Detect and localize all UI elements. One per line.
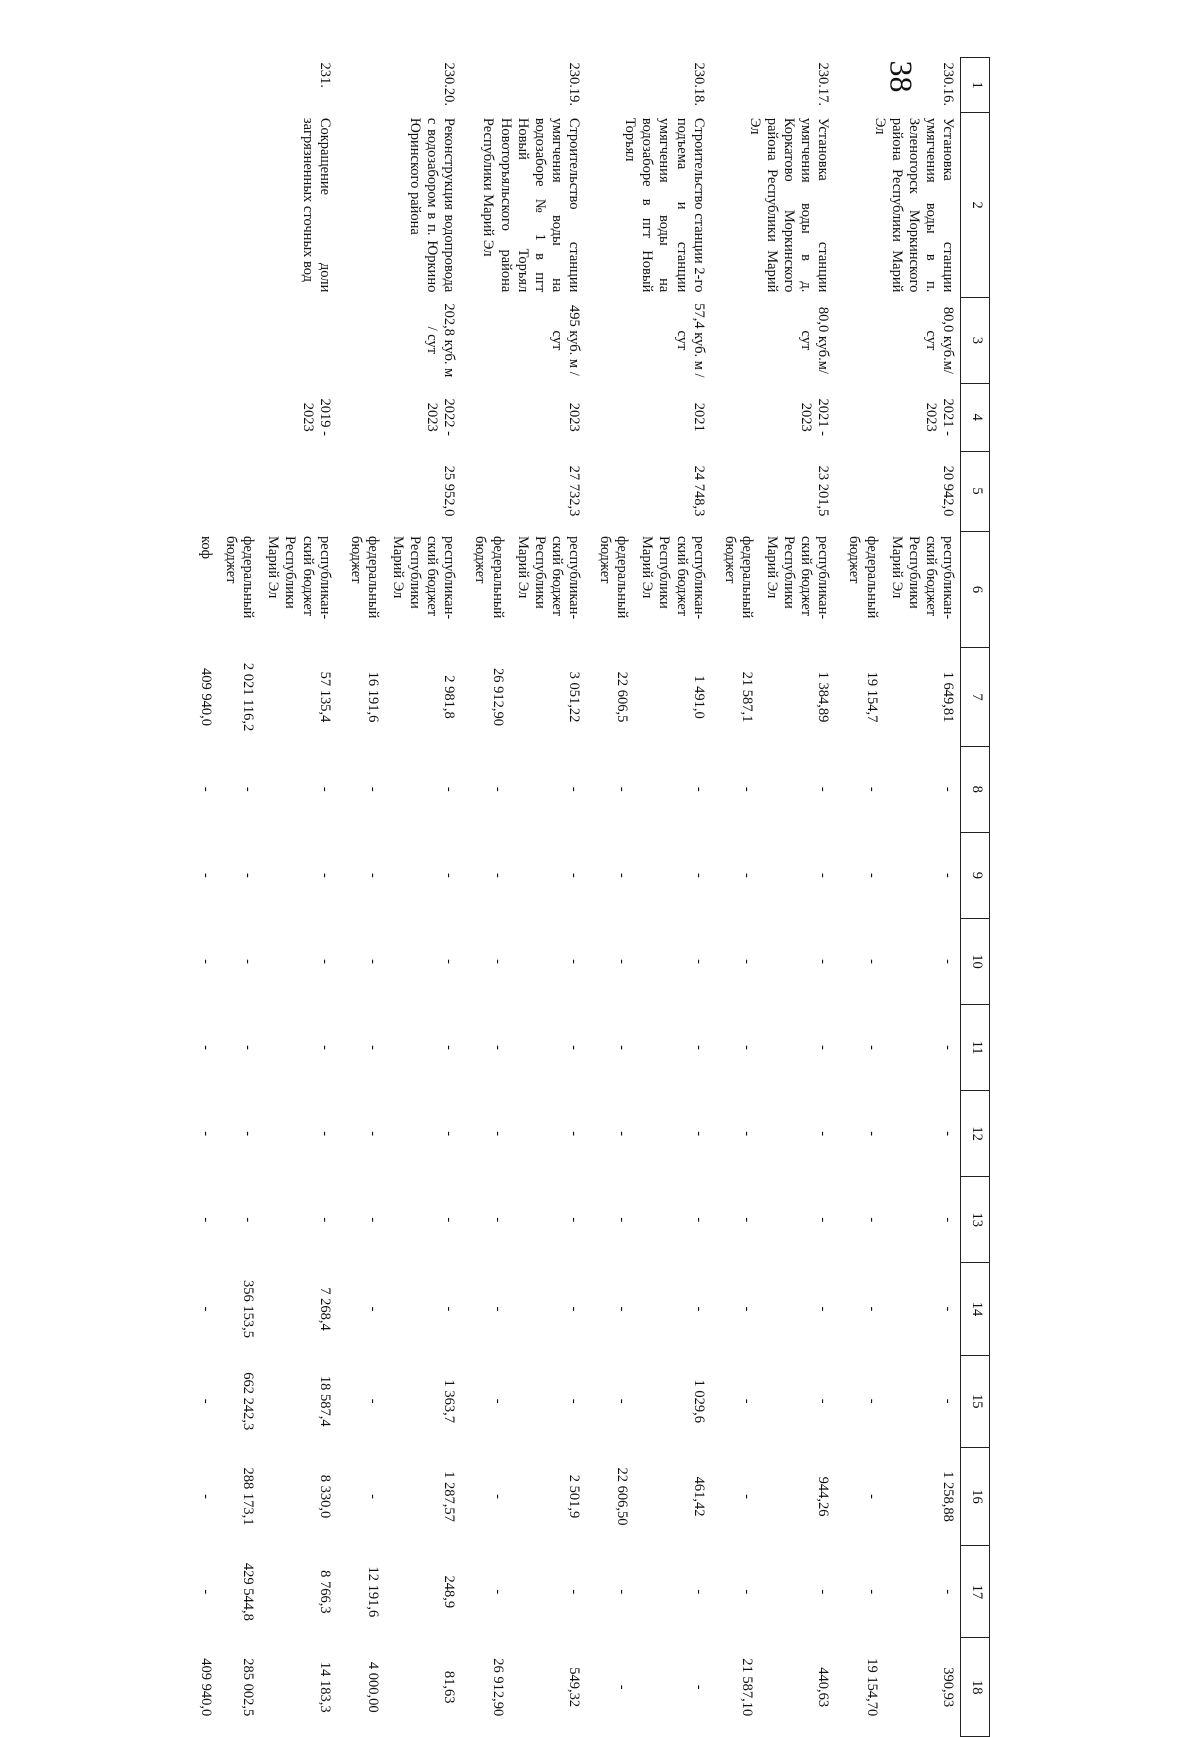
budget-table <box>187 57 990 1737</box>
value-cell: 409 940,0 <box>198 1658 215 1717</box>
value-cell: - <box>738 1398 755 1404</box>
value-cell: - <box>316 1131 333 1137</box>
funding-source: федеральный бюджет <box>223 536 257 619</box>
value-cell: - <box>566 1306 583 1312</box>
value-cell: - <box>316 1217 333 1223</box>
value-cell: - <box>614 1589 631 1595</box>
value-cell: - <box>489 959 506 964</box>
value-cell: - <box>738 959 755 964</box>
object-name: Строительство станции 2-го подъема и станции умягчения воды на водозаборе в пгт Новый Торъял <box>622 117 707 293</box>
value-cell: - <box>614 872 631 878</box>
value-cell: 26 912,90 <box>489 668 506 727</box>
value-cell: - <box>614 1306 631 1312</box>
value-cell: - <box>738 1306 755 1312</box>
value-cell: 18 587,4 <box>316 1375 333 1427</box>
row-id: 230.20. <box>441 62 458 106</box>
value-cell: - <box>940 786 956 792</box>
funding-source: республикан-ский бюджет Республики Марий Эл <box>265 536 333 620</box>
column-header-3: 3 <box>961 297 990 383</box>
value-cell: 390,93 <box>940 1667 956 1708</box>
value-cell: - <box>690 872 707 878</box>
value-cell: 288 173,1 <box>240 1467 257 1526</box>
value-cell: - <box>863 1306 880 1312</box>
value-cell: - <box>364 786 381 792</box>
value-cell: 944,26 <box>815 1476 832 1517</box>
value-cell: - <box>863 1045 880 1050</box>
value-cell: - <box>364 1045 381 1050</box>
value-cell: - <box>364 1131 381 1137</box>
object-name: Строительство станции умягчения воды на водозаборе № 1 в пгт Новый Торъял Новоторъяльского района Республики Марий Эл <box>480 117 583 293</box>
row-separator <box>835 58 841 1737</box>
funding-source: республикан-ский бюджет Республики Марий Эл <box>764 536 832 620</box>
value-cell: 549,32 <box>566 1667 583 1708</box>
value-cell: - <box>566 1589 583 1595</box>
row-separator <box>711 58 717 1737</box>
table-row <box>634 58 710 1737</box>
column-header-11: 11 <box>961 1005 990 1091</box>
row-id: 230.17. <box>815 62 832 106</box>
value-cell: - <box>815 1045 832 1050</box>
value-cell: - <box>863 786 880 792</box>
value-cell: - <box>940 959 956 964</box>
value-cell: - <box>863 1131 880 1137</box>
value-cell: 2 981,8 <box>441 675 458 719</box>
value-cell: - <box>863 872 880 878</box>
column-header-16: 16 <box>961 1447 990 1545</box>
years: 2021 - 2023 <box>798 398 832 436</box>
value-cell: - <box>240 786 257 792</box>
total-cost: 23 201,5 <box>815 465 832 517</box>
value-cell: - <box>738 1217 755 1223</box>
value-cell: - <box>441 786 458 792</box>
value-cell: 22 606,5 <box>614 671 631 723</box>
value-cell: - <box>690 1217 707 1223</box>
value-cell: - <box>441 872 458 878</box>
value-cell: - <box>316 786 333 792</box>
row-separator <box>337 58 343 1737</box>
value-cell: - <box>198 1131 215 1137</box>
value-cell: - <box>940 872 956 878</box>
column-header-4: 4 <box>961 383 990 451</box>
value-cell: - <box>198 872 215 878</box>
value-cell: - <box>614 1398 631 1404</box>
column-header-8: 8 <box>961 746 990 832</box>
years: 2021 <box>690 402 707 432</box>
value-cell: 3 051,22 <box>566 671 583 723</box>
spacer <box>586 58 592 1737</box>
value-cell: 7 268,4 <box>316 1287 333 1331</box>
value-cell: - <box>815 1589 832 1595</box>
row-id: 231. <box>316 62 333 88</box>
table-row <box>510 58 586 1737</box>
value-cell: - <box>198 786 215 792</box>
years: 2022 - 2023 <box>424 398 458 436</box>
object-name: Установка станции умягчения воды в п. Зеленогорск Моркинского района Республики Марий Эл <box>871 117 956 293</box>
value-cell: 2 021 116,2 <box>240 662 257 732</box>
value-cell: - <box>566 959 583 964</box>
value-cell: - <box>489 1131 506 1137</box>
capacity: 495 куб. м / сут <box>548 305 583 376</box>
value-cell: - <box>441 959 458 964</box>
row-id: 230.19. <box>566 62 583 106</box>
value-cell: - <box>690 1131 707 1137</box>
value-cell: - <box>364 1306 381 1312</box>
value-cell: - <box>863 1494 880 1499</box>
value-cell: - <box>863 1217 880 1223</box>
value-cell: 1 029,6 <box>690 1379 707 1423</box>
spacer <box>835 58 841 1737</box>
value-cell: - <box>198 959 215 964</box>
value-cell: 8 766,3 <box>316 1570 333 1614</box>
value-cell: 12 191,6 <box>364 1566 381 1618</box>
value-cell: - <box>198 1494 215 1499</box>
value-cell: - <box>316 1045 333 1050</box>
value-cell: - <box>815 1398 832 1404</box>
value-cell: - <box>815 872 832 878</box>
value-cell: - <box>489 1494 506 1499</box>
value-cell: - <box>364 1398 381 1404</box>
value-cell: - <box>940 1131 956 1137</box>
value-cell: - <box>441 1045 458 1050</box>
value-cell: 2 501,9 <box>566 1474 583 1519</box>
value-cell: - <box>940 1045 956 1050</box>
value-cell: - <box>815 1217 832 1223</box>
total-cost: 20 942,0 <box>940 465 956 517</box>
value-cell: - <box>489 1045 506 1050</box>
funding-source: республикан-ский бюджет Республики Марий Эл <box>639 536 707 620</box>
value-cell: - <box>940 1306 956 1312</box>
row-separator <box>461 58 467 1737</box>
column-header-14: 14 <box>961 1263 990 1355</box>
column-header-12: 12 <box>961 1091 990 1177</box>
column-header-17: 17 <box>961 1546 990 1638</box>
value-cell: - <box>863 959 880 964</box>
row-id: 230.16. <box>940 62 956 106</box>
value-cell: 8 330,0 <box>316 1474 333 1519</box>
funding-source: коф <box>198 536 215 559</box>
funding-source: республикан-ский бюджет Республики Марий Эл <box>888 536 956 620</box>
value-cell: - <box>566 872 583 878</box>
spacer <box>711 58 717 1737</box>
value-cell: - <box>198 1045 215 1050</box>
value-cell: - <box>940 1217 956 1223</box>
total-cost: 27 732,3 <box>566 465 583 517</box>
column-header-1: 1 <box>961 58 990 113</box>
funding-source: республикан-ский бюджет Республики Марий Эл <box>390 536 458 620</box>
funding-source: федеральный бюджет <box>721 536 755 619</box>
value-cell: - <box>690 1045 707 1050</box>
capacity: 80,0 куб.м/сут <box>922 306 956 374</box>
value-cell: - <box>815 959 832 964</box>
value-cell: - <box>614 786 631 792</box>
column-header-15: 15 <box>961 1355 990 1447</box>
value-cell: - <box>566 1398 583 1404</box>
value-cell: - <box>738 786 755 792</box>
value-cell: 356 153,5 <box>240 1279 257 1338</box>
value-cell: - <box>690 786 707 792</box>
value-cell: - <box>863 1589 880 1595</box>
total-cost: 25 952,0 <box>441 465 458 517</box>
value-cell: - <box>614 1684 631 1690</box>
capacity: 80,0 куб.м/сут <box>798 306 832 374</box>
value-cell: - <box>240 1131 257 1137</box>
capacity: 57,4 куб. м / сут <box>673 303 707 378</box>
value-cell: - <box>614 959 631 964</box>
value-cell: - <box>690 1306 707 1312</box>
value-cell: - <box>198 1306 215 1312</box>
column-header-13: 13 <box>961 1177 990 1263</box>
funding-source: федеральный бюджет <box>597 536 631 619</box>
spacer <box>461 58 467 1737</box>
value-cell: - <box>690 959 707 964</box>
value-cell: - <box>489 1589 506 1595</box>
value-cell: 26 912,90 <box>489 1658 506 1717</box>
row-separator <box>586 58 592 1737</box>
object-name: Сокращение доли загрязненных сточных вод <box>299 117 333 293</box>
value-cell: - <box>364 1494 381 1499</box>
years: 2023 <box>566 402 583 432</box>
value-cell: - <box>815 1306 832 1312</box>
value-cell: 1 491,0 <box>690 675 707 719</box>
column-header-6: 6 <box>961 531 990 648</box>
value-cell: 461,42 <box>690 1476 707 1517</box>
value-cell: - <box>364 959 381 964</box>
value-cell: - <box>364 872 381 878</box>
value-cell: 14 183,3 <box>316 1661 333 1713</box>
value-cell: 409 940,0 <box>198 668 215 727</box>
table-body <box>187 58 961 1737</box>
capacity: 202,8 куб. м / сут <box>424 303 458 378</box>
object-name: Установка станции умягчения воды в д. Коркатово Моркинского района Республики Марий Эл <box>746 117 832 293</box>
value-cell: - <box>489 872 506 878</box>
value-cell: 21 587,1 <box>738 671 755 723</box>
value-cell: - <box>198 1217 215 1223</box>
column-header-2: 2 <box>961 113 990 298</box>
value-cell: 1 363,7 <box>441 1379 458 1423</box>
value-cell: - <box>738 1131 755 1137</box>
column-header-18: 18 <box>961 1638 990 1737</box>
funding-source: федеральный бюджет <box>846 536 880 619</box>
value-cell: - <box>566 786 583 792</box>
value-cell: - <box>316 959 333 964</box>
column-header-7: 7 <box>961 648 990 746</box>
value-cell: 4 000,00 <box>364 1661 381 1713</box>
value-cell: - <box>614 1045 631 1050</box>
value-cell: 1 287,57 <box>441 1471 458 1522</box>
value-cell: 662 242,3 <box>240 1372 257 1431</box>
value-cell: - <box>489 1217 506 1223</box>
value-cell: 19 154,7 <box>863 671 880 723</box>
table-row <box>759 58 835 1737</box>
value-cell: - <box>738 1494 755 1499</box>
page-number: 38 <box>883 60 920 93</box>
value-cell: - <box>566 1131 583 1137</box>
spacer <box>187 58 193 1737</box>
years: 2021 - 2023 <box>922 398 956 436</box>
value-cell: 1 384,89 <box>815 671 832 723</box>
value-cell: 16 191,6 <box>364 671 381 723</box>
value-cell: - <box>566 1217 583 1223</box>
table-row <box>260 58 336 1737</box>
value-cell: 22 606,50 <box>614 1467 631 1526</box>
row-id: 230.18. <box>690 62 707 106</box>
value-cell: - <box>566 1045 583 1050</box>
capacity <box>193 297 337 383</box>
value-cell: - <box>364 1217 381 1223</box>
value-cell: 21 587,10 <box>738 1658 755 1717</box>
value-cell: - <box>738 1045 755 1050</box>
value-cell: 1 258,88 <box>940 1471 956 1522</box>
value-cell: - <box>614 1217 631 1223</box>
value-cell: - <box>240 872 257 878</box>
total-cost: 24 748,3 <box>690 465 707 517</box>
value-cell: - <box>815 1131 832 1137</box>
value-cell: - <box>863 1398 880 1404</box>
value-cell: 1 649,81 <box>940 671 956 723</box>
value-cell: - <box>738 872 755 878</box>
value-cell: - <box>489 1306 506 1312</box>
spacer <box>337 58 343 1737</box>
column-header-9: 9 <box>961 832 990 918</box>
value-cell: - <box>940 1589 956 1595</box>
header-row <box>961 58 990 1737</box>
value-cell: 57 135,4 <box>316 671 333 723</box>
row-separator <box>187 58 193 1737</box>
column-header-5: 5 <box>961 451 990 531</box>
value-cell: 248,9 <box>441 1575 458 1609</box>
column-header-10: 10 <box>961 918 990 1004</box>
value-cell: - <box>441 1131 458 1137</box>
value-cell: - <box>198 1589 215 1595</box>
table-row <box>385 58 461 1737</box>
value-cell: - <box>316 872 333 878</box>
value-cell: - <box>738 1589 755 1595</box>
value-cell: - <box>614 1131 631 1137</box>
value-cell: - <box>489 786 506 792</box>
value-cell: 285 002,5 <box>240 1658 257 1717</box>
object-name: Реконструкция водопровода с водозабором в п. Юркино Юринского района <box>407 117 458 293</box>
value-cell: 429 544,8 <box>240 1562 257 1621</box>
value-cell: - <box>441 1306 458 1312</box>
value-cell: - <box>441 1217 458 1223</box>
value-cell: - <box>198 1398 215 1404</box>
value-cell: - <box>940 1398 956 1404</box>
value-cell: 440,63 <box>815 1667 832 1708</box>
total-cost <box>193 451 337 531</box>
funding-source: федеральный бюджет <box>472 536 506 619</box>
value-cell: - <box>240 1045 257 1050</box>
value-cell: - <box>690 1684 707 1690</box>
value-cell: - <box>489 1398 506 1404</box>
years: 2019 - 2023 <box>299 398 333 436</box>
value-cell: - <box>240 959 257 964</box>
value-cell: - <box>690 1589 707 1595</box>
funding-source: республикан-ский бюджет Республики Марий Эл <box>514 536 583 620</box>
table-row <box>884 58 961 1737</box>
value-cell: 19 154,70 <box>863 1658 880 1717</box>
value-cell: - <box>240 1217 257 1223</box>
value-cell: - <box>815 786 832 792</box>
value-cell: 81,63 <box>441 1670 458 1704</box>
funding-source: федеральный бюджет <box>347 536 381 619</box>
